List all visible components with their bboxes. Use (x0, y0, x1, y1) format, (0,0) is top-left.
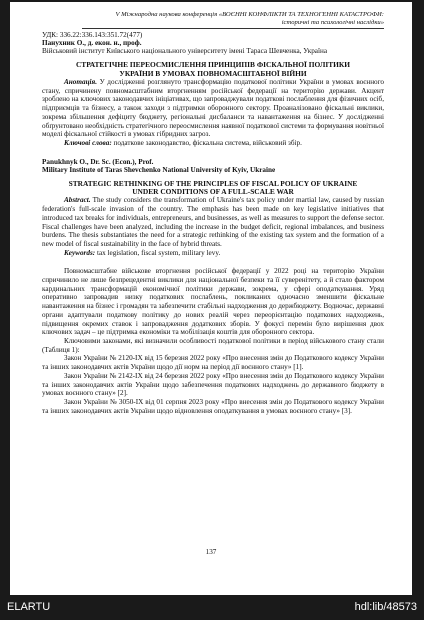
ua-abstract-label: Анотація. (64, 78, 98, 86)
ua-abstract-text: У дослідженні розглянуто трансформацію податкової політики України в умовах воєнного стану, спричинену повномасштабним вторгненням російської федерації на територію держави. Акцент зроблено на ключових законодавчих ініціативах, що запроваджували податкові послаблення для фізичних осіб, підприємців та бізнесу, а також заходи з підтримки оборонного сектору. Проаналізовано фіскальні виклики, зокрема збільшення дефіциту бюджету, регіональні дисбаланси та навантаження на бізнес. У дослідженні обґрунтовано необхідність стратегічного переосмислення наявної податкової системи та формування новітньої моделі фіскальної стійкості в умовах гібридних загроз. (42, 78, 384, 139)
en-author: Panukhnyk O., Dr. Sc. (Econ.), Prof. (42, 157, 154, 166)
ua-keywords-text: податкове законодавство, фіскальна система, військовий збір. (111, 138, 302, 147)
en-title-line1: STRATEGIC RETHINKING OF THE PRINCIPLES OF FISCAL POLICY OF UKRAINE (68, 178, 358, 188)
ua-keywords-label: Ключові слова: (64, 138, 112, 147)
conference-header-line1: V Міжнародна наукова конференція «ВОЄННІ КОНФЛІКТИ ТА ТЕХНОГЕННІ КАТАСТРОФИ: (115, 11, 384, 18)
ua-abstract (42, 78, 384, 139)
handle-id: hdl:lib/48573 (354, 601, 417, 613)
ua-title-line2: УКРАЇНИ В УМОВАХ ПОВНОМАСШТАБНОЇ ВІЙНИ (119, 68, 307, 78)
en-keywords-text: tax legislation, fiscal system, military levy. (95, 248, 221, 257)
en-keywords (42, 249, 384, 258)
en-abstract-label: Abstract. (64, 196, 91, 205)
conference-header (82, 11, 384, 29)
ua-title (42, 61, 384, 78)
repository-name: ELARTU (7, 601, 51, 613)
en-abstract (42, 196, 384, 248)
en-institution: Military Institute of Taras Shevchenko National University of Kyiv, Ukraine (42, 165, 276, 174)
ua-keywords (42, 139, 384, 148)
repository-footer (0, 595, 424, 620)
ua-title-line1: СТРАТЕГІЧНЕ ПЕРЕОСМИСЛЕННЯ ПРИНЦИПІВ ФІСКАЛЬНОЇ ПОЛІТИКИ (75, 60, 351, 70)
body-paragraph-2: Ключовими законами, які визначили особливості податкової політики в період військового стану стали (Таблиця 1): (42, 336, 384, 354)
ua-author: Панухник О., д. екон. н., проф. (42, 39, 142, 48)
conference-header-line2: історичні та психологічні наслідки» (281, 18, 384, 26)
body-paragraph-3: Закон України № 2120-IX від 15 березня 2022 року «Про внесення змін до Податкового кодексу України та інших законодавчих актів України щодо дії норм на період дії воєнного стану» [1]. (42, 354, 384, 372)
paper-page (10, 2, 412, 595)
en-title-line2: UNDER CONDITIONS OF A FULL-SCALE WAR (132, 187, 294, 197)
body-paragraph-5: Закон України № 3050-IX від 01 серпня 2023 року «Про внесення змін до Податкового кодексу України та інших законодавчих актів України щодо відновлення оподаткування в умовах воєнного стану» [3]. (42, 397, 384, 415)
udk-code: УДК: 336.22:336.143:351.72(477) (42, 31, 143, 40)
en-title (42, 180, 384, 197)
body-paragraph-4: Закон України № 2142-IX від 24 березня 2022 року «Про внесення змін до Податкового кодексу України та інших законодавчих актів України щодо забезпечення податкових надходжень до державного бюджету в умовах воєнного стану» [2]. (42, 371, 384, 398)
en-abstract-text: The study considers the transformation of Ukraine's tax policy under martial law, caused by russian federation's full-scale invasion of the country. The emphasis has been made on key legislative initiatives that introduced tax breaks for individuals, entrepreneurs, and businesses, as well as measures to support the defense sector. Fiscal challenges have been analyzed, including the increase in the budget deficit, regional imbalances, and business burdens. The thesis substantiates the need for a strategic rethinking of the existing tax system and the formation of a new model of fiscal sustainability in the face of hybrid threats. (42, 196, 384, 248)
en-keywords-label: Keywords: (64, 248, 96, 257)
page-number: 137 (205, 548, 217, 556)
ua-institution: Військовий інститут Київського національного університету імені Тараса Шевченка, Україна (42, 47, 328, 56)
body-paragraph-1: Повномасштабне військове вторгнення російської федерації у 2022 році на територію України спричинило не лише безпрецедентні виклики для національної безпеки та її суверенітету, а й стало фактором кардинальних трансформацій економічної політики держави, зокрема, у сфері оподаткування. Уряд оперативно запровадив низку податкових послаблень, покликаних одночасно зменшити фіскальне навантаження на бізнес і громадян та забезпечити стабільні надходження до держбюджету. Водночас, державні органи адаптували податкову політику до нових реалій через переорієнтацію податкових надходжень, підвищення окремих ставок і запровадження додаткових зборів. У фокусі перемін було вирішення двох ключових задач – це підтримка економіки та мобілізація коштів для оборонного сектора. (42, 267, 384, 337)
